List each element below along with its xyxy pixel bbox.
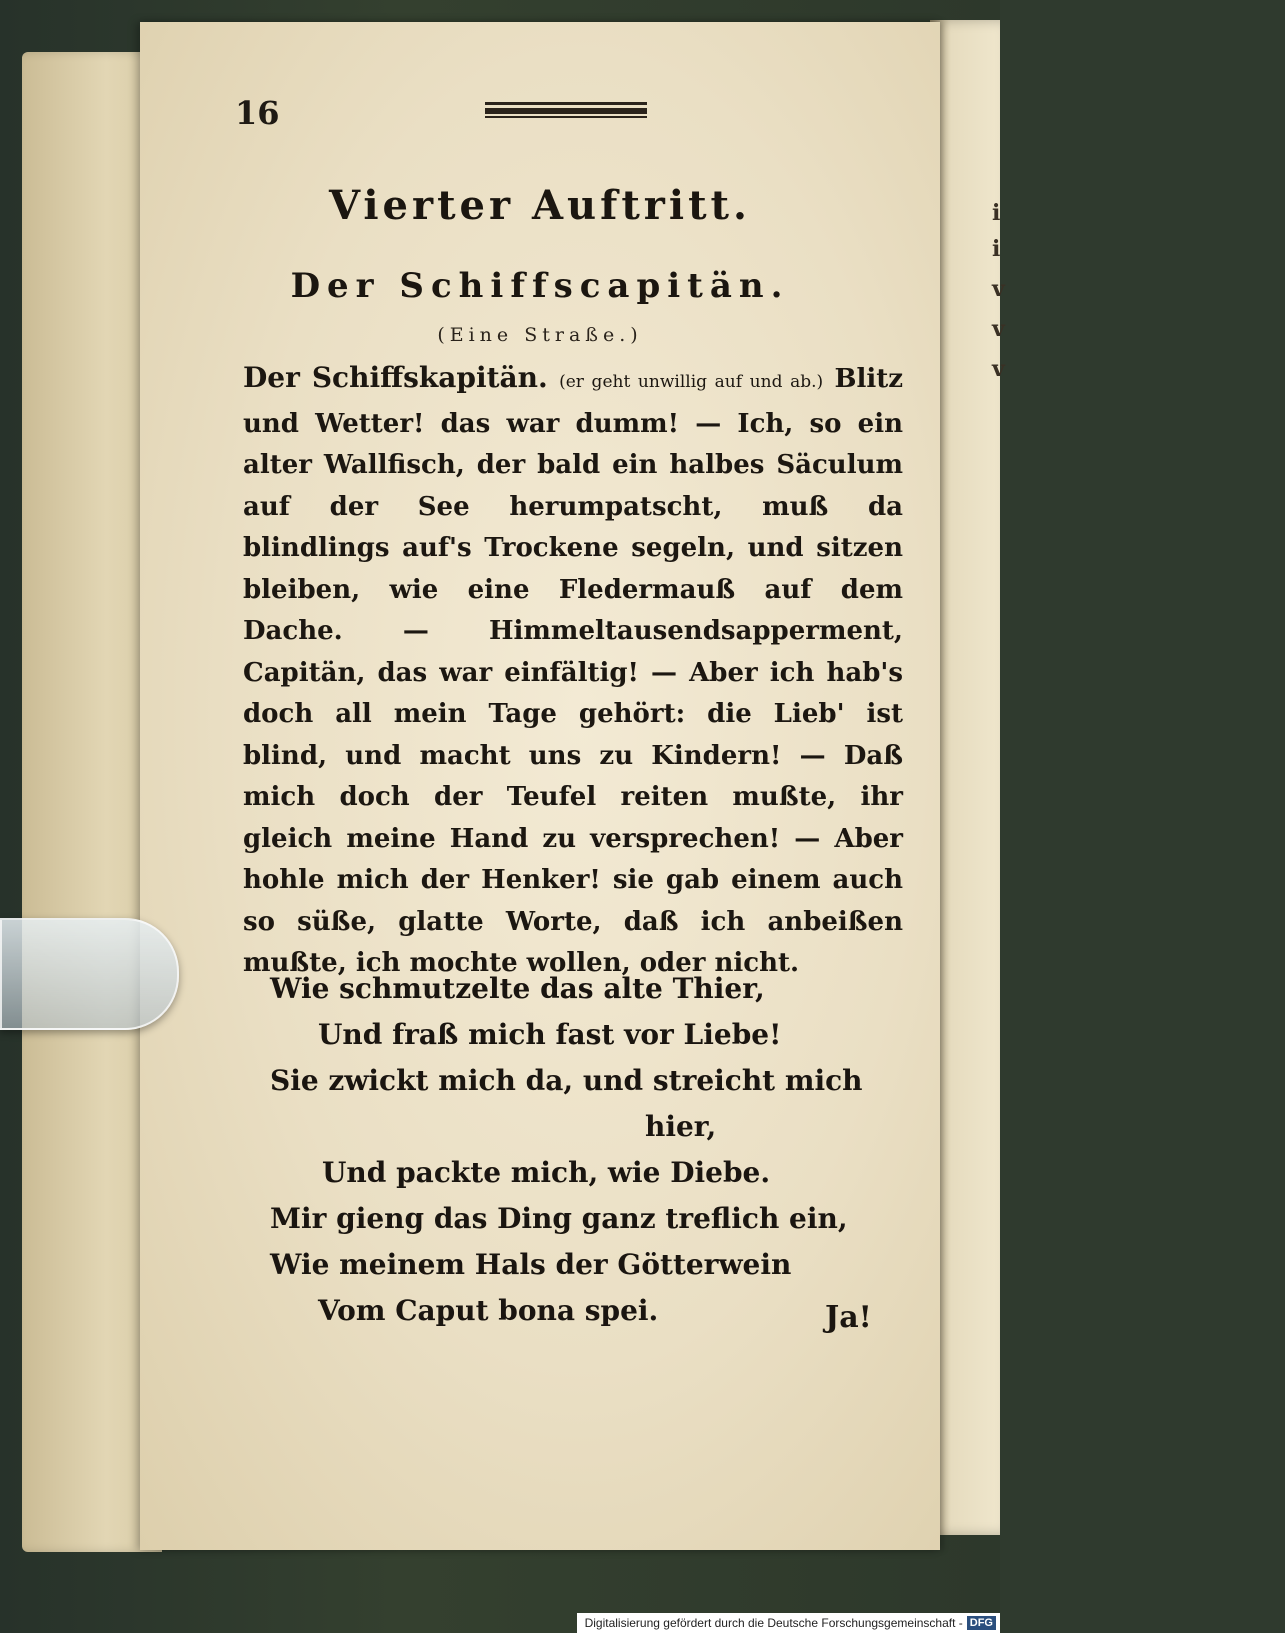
dfg-logo: DFG — [967, 1616, 996, 1630]
song-line: Und packte mich, wie Diebe. — [322, 1156, 771, 1189]
song-line: Und fraß mich fast vor Liebe! — [318, 1018, 782, 1051]
facing-page-fragment: v — [992, 316, 1005, 342]
catchword: Ja! — [825, 1300, 872, 1335]
header-rule — [485, 102, 647, 118]
character-heading: Der Schiffscapitän. — [290, 266, 790, 306]
song-line: Vom Caput bona spei. — [318, 1294, 659, 1327]
speech-block — [243, 357, 903, 985]
credit-text: Digitalisierung gefördert durch die Deutsche Forschungsgemeinschaft - — [584, 1616, 963, 1630]
song-line: Sie zwickt mich da, und streicht mich — [270, 1064, 863, 1097]
facing-page-fragment: v — [992, 276, 1005, 302]
location-note: (Eine Straße.) — [437, 324, 643, 346]
book-page — [140, 22, 940, 1550]
page-clip — [0, 918, 179, 1030]
song-line: Wie meinem Hals der Götterwein — [270, 1248, 792, 1281]
stage-direction: (er geht unwillig auf und ab.) — [559, 372, 824, 392]
song-line: Wie schmutzelte das alte Thier, — [270, 972, 765, 1005]
facing-page-fragment: i — [992, 200, 1001, 226]
song-line: hier, — [645, 1110, 717, 1143]
speech-text: Blitz und Wetter! das war dumm! — Ich, so ein alter Wallfisch, der bald ein halbes Säculum auf der See herumpatscht, muß da blindlings auf's Trockene segeln, und sitzen bleiben, wie eine Fledermauß auf dem Dache. — Himmeltausendsapperment, Capitän, das war einfältig! — Aber ich hab's doch all mein Tage gehört: die Lieb' ist blind, und macht uns zu Kindern! — Daß mich doch der Teufel reiten mußte, ihr gleich meine Hand zu versprechen! — Aber hohle mich der Henker! sie gab einem auch so süße, glatte Worte, daß ich anbeißen mußte, ich mochte wollen, oder nicht. — [243, 364, 903, 978]
song-verse — [270, 966, 910, 1334]
facing-page-fragment: v — [992, 356, 1005, 382]
digitization-credit — [577, 1613, 1000, 1633]
page-number: 16 — [235, 94, 280, 132]
facing-page-fragment: i — [992, 236, 1001, 262]
scene-title: Vierter Auftritt. — [329, 182, 751, 229]
speaker-name: Der Schiffskapitän. — [243, 361, 548, 394]
song-line: Mir gieng das Ding ganz treflich ein, — [270, 1202, 848, 1235]
